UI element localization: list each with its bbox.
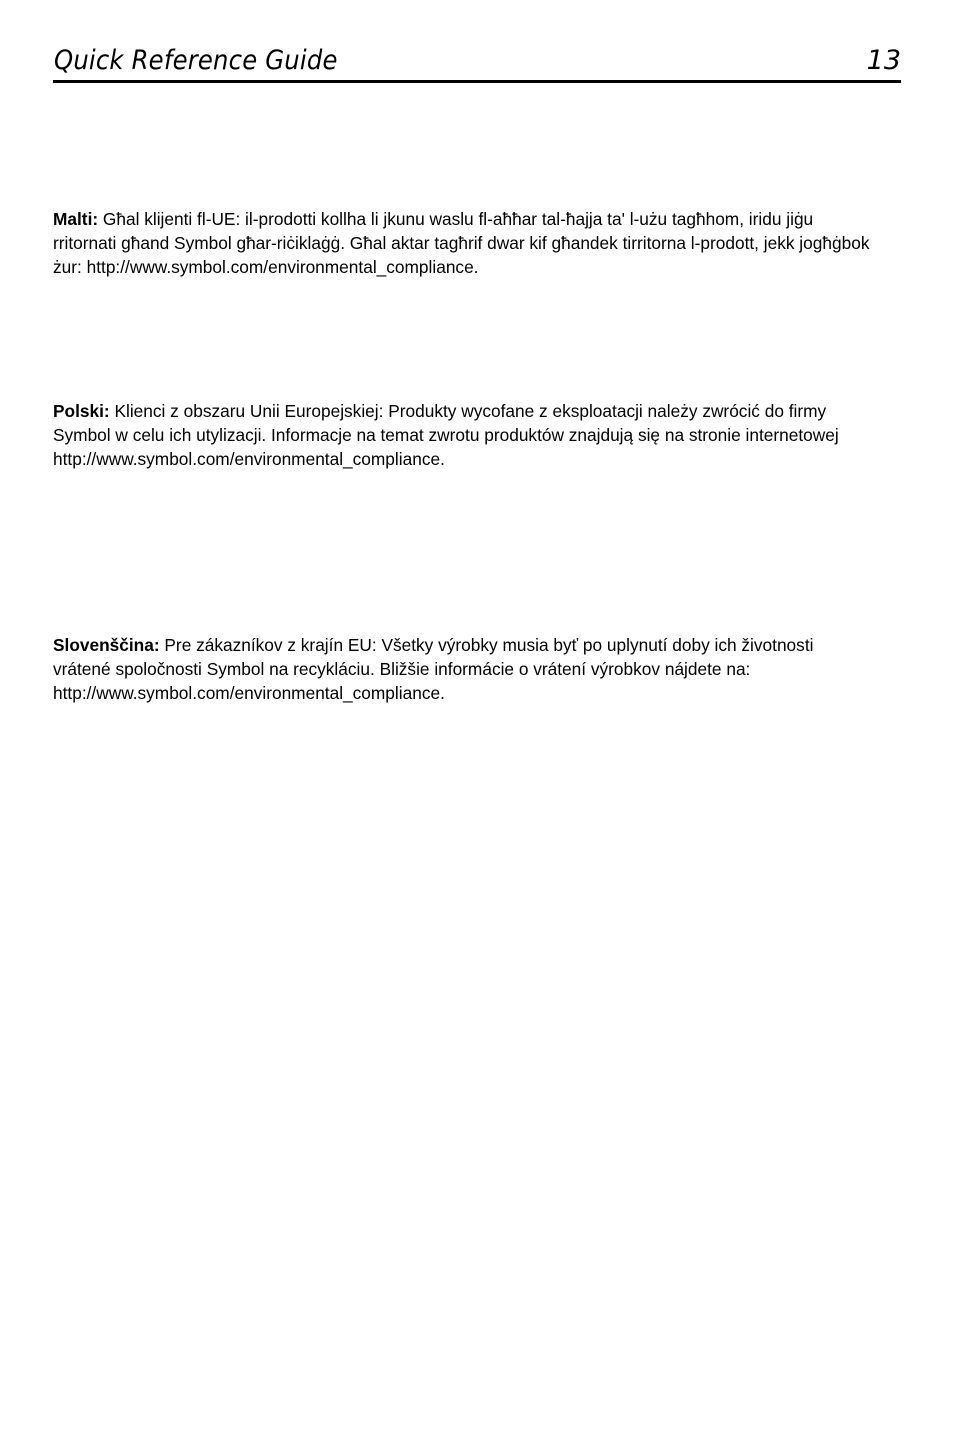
language-label: Malti: bbox=[53, 209, 99, 229]
page-number: 13 bbox=[866, 45, 901, 76]
notice-polski bbox=[53, 399, 873, 471]
language-label: Polski: bbox=[53, 401, 110, 421]
notice-slovenscina bbox=[53, 633, 873, 705]
page-header bbox=[53, 44, 901, 83]
language-label: Slovenščina: bbox=[53, 635, 160, 655]
notice-text: Klienci z obszaru Unii Europejskiej: Produkty wycofane z eksploatacji należy zwrócić do firmy Symbol w celu ich utylizacji. Informacje na temat zwrotu produktów znajdują się na stronie internetowej http://www.symbol.com/environmental_compliance. bbox=[53, 401, 839, 469]
notice-text: Pre zákazníkov z krajín EU: Všetky výrobky musia byť po uplynutí doby ich životnosti vrátené spoločnosti Symbol na recykláciu. Bližšie informácie o vrátení výrobkov nájdete na: http://www.symbol.com/environmental_compliance. bbox=[53, 635, 814, 703]
notice-malti bbox=[53, 207, 873, 279]
notice-text: Għal klijenti fl-UE: il-prodotti kollha li jkunu waslu fl-aħħar tal-ħajja ta' l-użu tagħhom, iridu jiġu rritornati għand Symbol għar-riċiklaġġ. Għal aktar tagħrif dwar kif għandek tirritorna l-prodott, jekk jogħġbok żur: http://www.symbol.com/environmental_compliance. bbox=[53, 209, 870, 277]
document-title: Quick Reference Guide bbox=[54, 45, 338, 76]
